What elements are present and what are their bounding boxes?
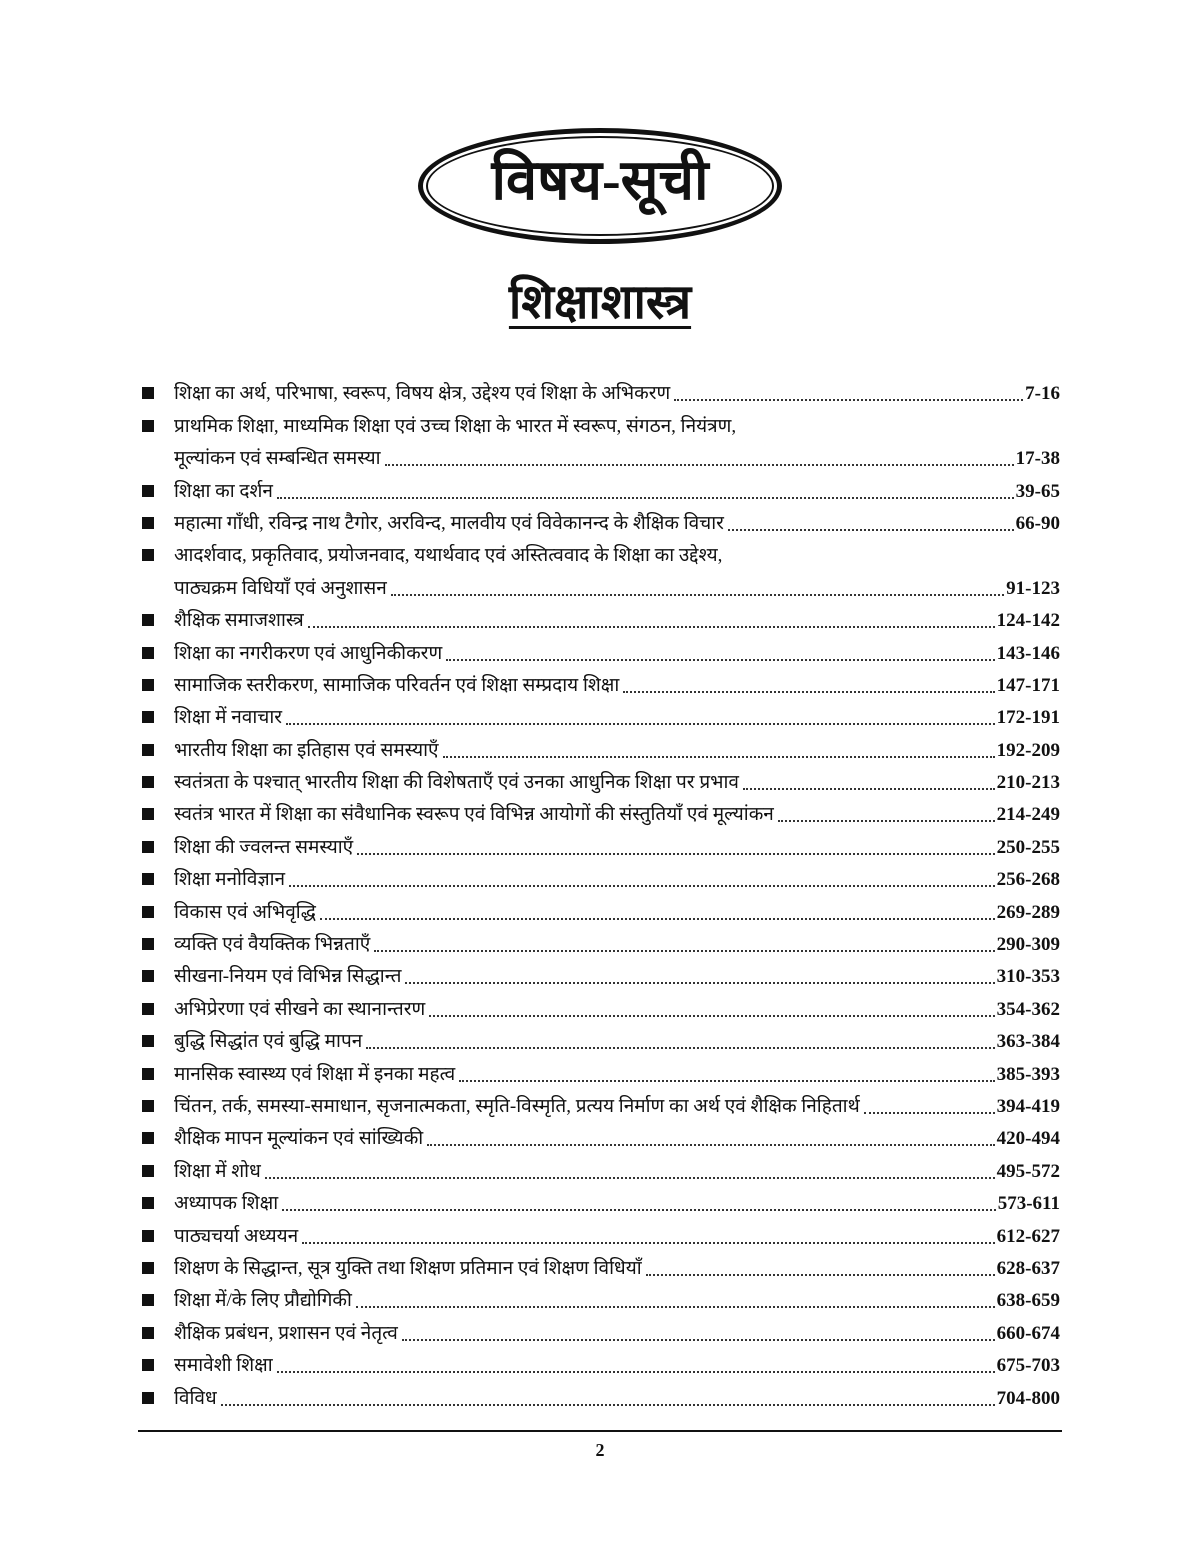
dot-leader	[277, 1371, 995, 1373]
subject-heading-wrap	[0, 268, 1200, 333]
toc-entry-title: पाठ्यचर्या अध्ययन	[174, 1225, 299, 1247]
toc-entry[interactable]	[142, 961, 1060, 993]
page-number: 2	[595, 1440, 605, 1460]
toc-entry[interactable]	[142, 929, 1060, 961]
subject-heading: शिक्षाशास्त्र	[508, 276, 692, 329]
toc-entry-pages: 256-268	[996, 869, 1060, 891]
square-bullet-icon	[142, 906, 154, 918]
square-bullet-icon	[142, 614, 154, 626]
dot-leader	[405, 982, 994, 984]
square-bullet-icon	[142, 1165, 154, 1177]
toc-entry[interactable]	[142, 508, 1060, 540]
toc-entry[interactable]	[142, 1285, 1060, 1317]
dot-leader	[282, 1209, 996, 1211]
square-bullet-icon	[142, 1132, 154, 1144]
toc-entry[interactable]	[142, 831, 1060, 863]
toc-entry-pages: 290-309	[996, 934, 1060, 956]
toc-entry-title: शिक्षा का दर्शन	[174, 480, 273, 502]
toc-entry-pages: 573-611	[997, 1193, 1060, 1215]
square-bullet-icon	[142, 1230, 154, 1242]
square-bullet-icon	[142, 1035, 154, 1047]
toc-entry-pages: 660-674	[996, 1322, 1060, 1344]
toc-entry[interactable]	[142, 1155, 1060, 1187]
toc-entry-title: समावेशी शिक्षा	[174, 1355, 273, 1377]
dot-leader	[374, 950, 994, 952]
square-bullet-icon	[142, 711, 154, 723]
toc-entry[interactable]	[142, 410, 1060, 442]
toc-entry-pages: 17-38	[1015, 448, 1060, 470]
square-bullet-icon	[142, 776, 154, 788]
toc-entry-title: शिक्षा में शोध	[174, 1160, 261, 1182]
toc-entry-pages: 310-353	[996, 966, 1060, 988]
toc-entry-pages: 704-800	[996, 1387, 1060, 1409]
toc-entry-title: सामाजिक स्तरीकरण, सामाजिक परिवर्तन एवं शिक्षा सम्प्रदाय शिक्षा	[174, 674, 620, 696]
dot-leader	[459, 1080, 994, 1082]
toc-entry[interactable]	[142, 572, 1060, 604]
toc-entry[interactable]	[142, 1253, 1060, 1285]
square-bullet-icon	[142, 1003, 154, 1015]
toc-entry[interactable]	[142, 864, 1060, 896]
toc-entry[interactable]	[142, 605, 1060, 637]
page-title: विषय-सूची	[491, 150, 709, 212]
toc-entry-pages: 66-90	[1015, 512, 1060, 534]
toc-entry-title: चिंतन, तर्क, समस्या-समाधान, सृजनात्मकता, स्मृति-विस्मृति, प्रत्यय निर्माण का अर्थ एवं शैक्षिक निहितार्थ	[174, 1095, 860, 1117]
square-bullet-icon	[142, 517, 154, 529]
toc-entry[interactable]	[142, 799, 1060, 831]
dot-leader	[778, 820, 995, 822]
square-bullet-icon	[142, 1262, 154, 1274]
square-bullet-icon	[142, 1197, 154, 1209]
toc-entry[interactable]	[142, 702, 1060, 734]
square-bullet-icon	[142, 549, 154, 561]
dot-leader	[357, 853, 994, 855]
footer-rule	[138, 1430, 1062, 1432]
dot-leader	[646, 1274, 995, 1276]
toc-entry[interactable]	[142, 443, 1060, 475]
toc-entry-title: महात्मा गाँधी, रविन्द्र नाथ टैगोर, अरविन्द, मालवीय एवं विवेकानन्द के शैक्षिक विचार	[174, 512, 724, 534]
toc-entry-title: प्राथमिक शिक्षा, माध्यमिक शिक्षा एवं उच्च शिक्षा के भारत में स्वरूप, संगठन, नियंत्रण,	[174, 415, 737, 437]
toc-entry-pages: 495-572	[996, 1160, 1060, 1182]
toc-entry-title: शिक्षा की ज्वलन्त समस्याएँ	[174, 836, 354, 858]
square-bullet-icon	[142, 841, 154, 853]
dot-leader	[728, 529, 1014, 531]
toc-entry-pages: 638-659	[996, 1290, 1060, 1312]
toc-entry-pages: 39-65	[1015, 480, 1060, 502]
toc-entry-pages: 124-142	[996, 610, 1060, 632]
square-bullet-icon	[142, 1359, 154, 1371]
toc-entry[interactable]	[142, 1123, 1060, 1155]
dot-leader	[427, 1144, 994, 1146]
toc-entry-title: पाठ्यक्रम विधियाँ एवं अनुशासन	[174, 577, 387, 599]
toc-entry-title: विविध	[174, 1387, 217, 1409]
dot-leader	[320, 918, 995, 920]
toc-entry[interactable]	[142, 993, 1060, 1025]
toc-entry-title: स्वतंत्र भारत में शिक्षा का संवैधानिक स्वरूप एवं विभिन्न आयोगों की संस्तुतियाँ एवं मूल्यांकन	[174, 804, 774, 826]
dot-leader	[277, 497, 1014, 499]
title-oval	[418, 128, 782, 244]
toc-entry-title: शिक्षा का अर्थ, परिभाषा, स्वरूप, विषय क्षेत्र, उद्देश्य एवं शिक्षा के अभिकरण	[174, 383, 671, 405]
square-bullet-icon	[142, 970, 154, 982]
toc-entry[interactable]	[142, 1220, 1060, 1252]
toc-entry-title: मूल्यांकन एवं सम्बन्धित समस्या	[174, 448, 381, 470]
dot-leader	[366, 1047, 994, 1049]
toc-entry-pages: 143-146	[996, 642, 1060, 664]
toc-entry[interactable]	[142, 896, 1060, 928]
dot-leader	[221, 1404, 995, 1406]
square-bullet-icon	[142, 1294, 154, 1306]
square-bullet-icon	[142, 679, 154, 691]
square-bullet-icon	[142, 1100, 154, 1112]
dot-leader	[308, 626, 995, 628]
dot-leader	[443, 756, 995, 758]
toc-entry-title: शैक्षिक समाजशास्त्र	[174, 610, 304, 632]
toc-entry-title: सीखना-नियम एवं विभिन्न सिद्धान्त	[174, 966, 402, 988]
square-bullet-icon	[142, 808, 154, 820]
dot-leader	[385, 464, 1014, 466]
toc-entry-title: व्यक्ति एवं वैयक्तिक भिन्नताएँ	[174, 934, 371, 956]
toc-entry[interactable]	[142, 637, 1060, 669]
toc-entry-title: विकास एवं अभिवृद्धि	[174, 901, 316, 923]
toc-entry-title: शैक्षिक मापन मूल्यांकन एवं सांख्यिकी	[174, 1128, 424, 1150]
toc-entry-title: शिक्षा में नवाचार	[174, 707, 283, 729]
toc-entry-pages: 210-213	[996, 772, 1060, 794]
square-bullet-icon	[142, 485, 154, 497]
toc-entry-title: आदर्शवाद, प्रकृतिवाद, प्रयोजनवाद, यथार्थवाद एवं अस्तित्ववाद के शिक्षा का उद्देश्य,	[174, 545, 723, 567]
toc-entry-pages: 354-362	[996, 998, 1060, 1020]
toc-entry[interactable]	[142, 1026, 1060, 1058]
dot-leader	[446, 659, 994, 661]
toc-entry[interactable]	[142, 1058, 1060, 1090]
dot-leader	[289, 885, 995, 887]
toc-entry-title: बुद्धि सिद्धांत एवं बुद्धि मापन	[174, 1031, 363, 1053]
toc-entry-pages: 420-494	[996, 1128, 1060, 1150]
toc-entry-pages: 250-255	[996, 836, 1060, 858]
toc-entry-pages: 394-419	[996, 1095, 1060, 1117]
toc-entry[interactable]	[142, 1188, 1060, 1220]
dot-leader	[864, 1112, 995, 1114]
toc-entry-title: शिक्षण के सिद्धान्त, सूत्र युक्ति तथा शिक्षण प्रतिमान एवं शिक्षण विधियाँ	[174, 1257, 642, 1279]
square-bullet-icon	[142, 647, 154, 659]
square-bullet-icon	[142, 1327, 154, 1339]
toc-entry-pages: 612-627	[996, 1225, 1060, 1247]
dot-leader	[623, 691, 994, 693]
toc-entry-pages: 172-191	[996, 707, 1060, 729]
square-bullet-icon	[142, 420, 154, 432]
toc-entry[interactable]	[142, 540, 1060, 572]
toc-entry[interactable]	[142, 670, 1060, 702]
toc-entry-pages: 91-123	[1006, 577, 1060, 599]
toc-entry[interactable]	[142, 378, 1060, 410]
square-bullet-icon	[142, 873, 154, 885]
toc-entry-pages: 147-171	[996, 674, 1060, 696]
toc-entry[interactable]	[142, 734, 1060, 766]
dot-leader	[302, 1242, 995, 1244]
toc-entry-pages: 269-289	[996, 901, 1060, 923]
toc-entry-title: स्वतंत्रता के पश्चात् भारतीय शिक्षा की विशेषताएँ एवं उनका आधुनिक शिक्षा पर प्रभाव	[174, 772, 739, 794]
toc-entry[interactable]	[142, 767, 1060, 799]
toc-entry-title: अध्यापक शिक्षा	[174, 1193, 279, 1215]
toc-entry-pages: 192-209	[996, 739, 1060, 761]
dot-leader	[429, 1015, 994, 1017]
toc-entry-pages: 214-249	[996, 804, 1060, 826]
dot-leader	[743, 788, 995, 790]
dot-leader	[674, 399, 1023, 401]
dot-leader	[402, 1339, 995, 1341]
dot-leader	[356, 1306, 995, 1308]
toc-entry-pages: 628-637	[996, 1257, 1060, 1279]
toc-entry-title: भारतीय शिक्षा का इतिहास एवं समस्याएँ	[174, 739, 439, 761]
dot-leader	[265, 1177, 995, 1179]
toc-entry-title: मानसिक स्वास्थ्य एवं शिक्षा में इनका महत्व	[174, 1063, 456, 1085]
toc-entry[interactable]	[142, 1317, 1060, 1349]
toc-entry[interactable]	[142, 1350, 1060, 1382]
toc-entry-title: शैक्षिक प्रबंधन, प्रशासन एवं नेतृत्व	[174, 1322, 398, 1344]
table-of-contents	[142, 378, 1060, 1415]
toc-entry-title: शिक्षा मनोविज्ञान	[174, 869, 286, 891]
toc-entry-pages: 7-16	[1025, 383, 1060, 405]
toc-entry[interactable]	[142, 1382, 1060, 1414]
dot-leader	[391, 594, 1004, 596]
toc-entry-title: शिक्षा का नगरीकरण एवं आधुनिकीकरण	[174, 642, 443, 664]
toc-entry[interactable]	[142, 475, 1060, 507]
toc-entry-pages: 385-393	[996, 1063, 1060, 1085]
square-bullet-icon	[142, 744, 154, 756]
toc-entry-pages: 675-703	[996, 1355, 1060, 1377]
toc-entry-title: शिक्षा में/के लिए प्रौद्योगिकी	[174, 1290, 352, 1312]
toc-entry[interactable]	[142, 1091, 1060, 1123]
dot-leader	[286, 723, 995, 725]
square-bullet-icon	[142, 1068, 154, 1080]
square-bullet-icon	[142, 1392, 154, 1404]
square-bullet-icon	[142, 387, 154, 399]
toc-entry-pages: 363-384	[996, 1031, 1060, 1053]
square-bullet-icon	[142, 938, 154, 950]
toc-entry-title: अभिप्रेरणा एवं सीखने का स्थानान्तरण	[174, 998, 426, 1020]
